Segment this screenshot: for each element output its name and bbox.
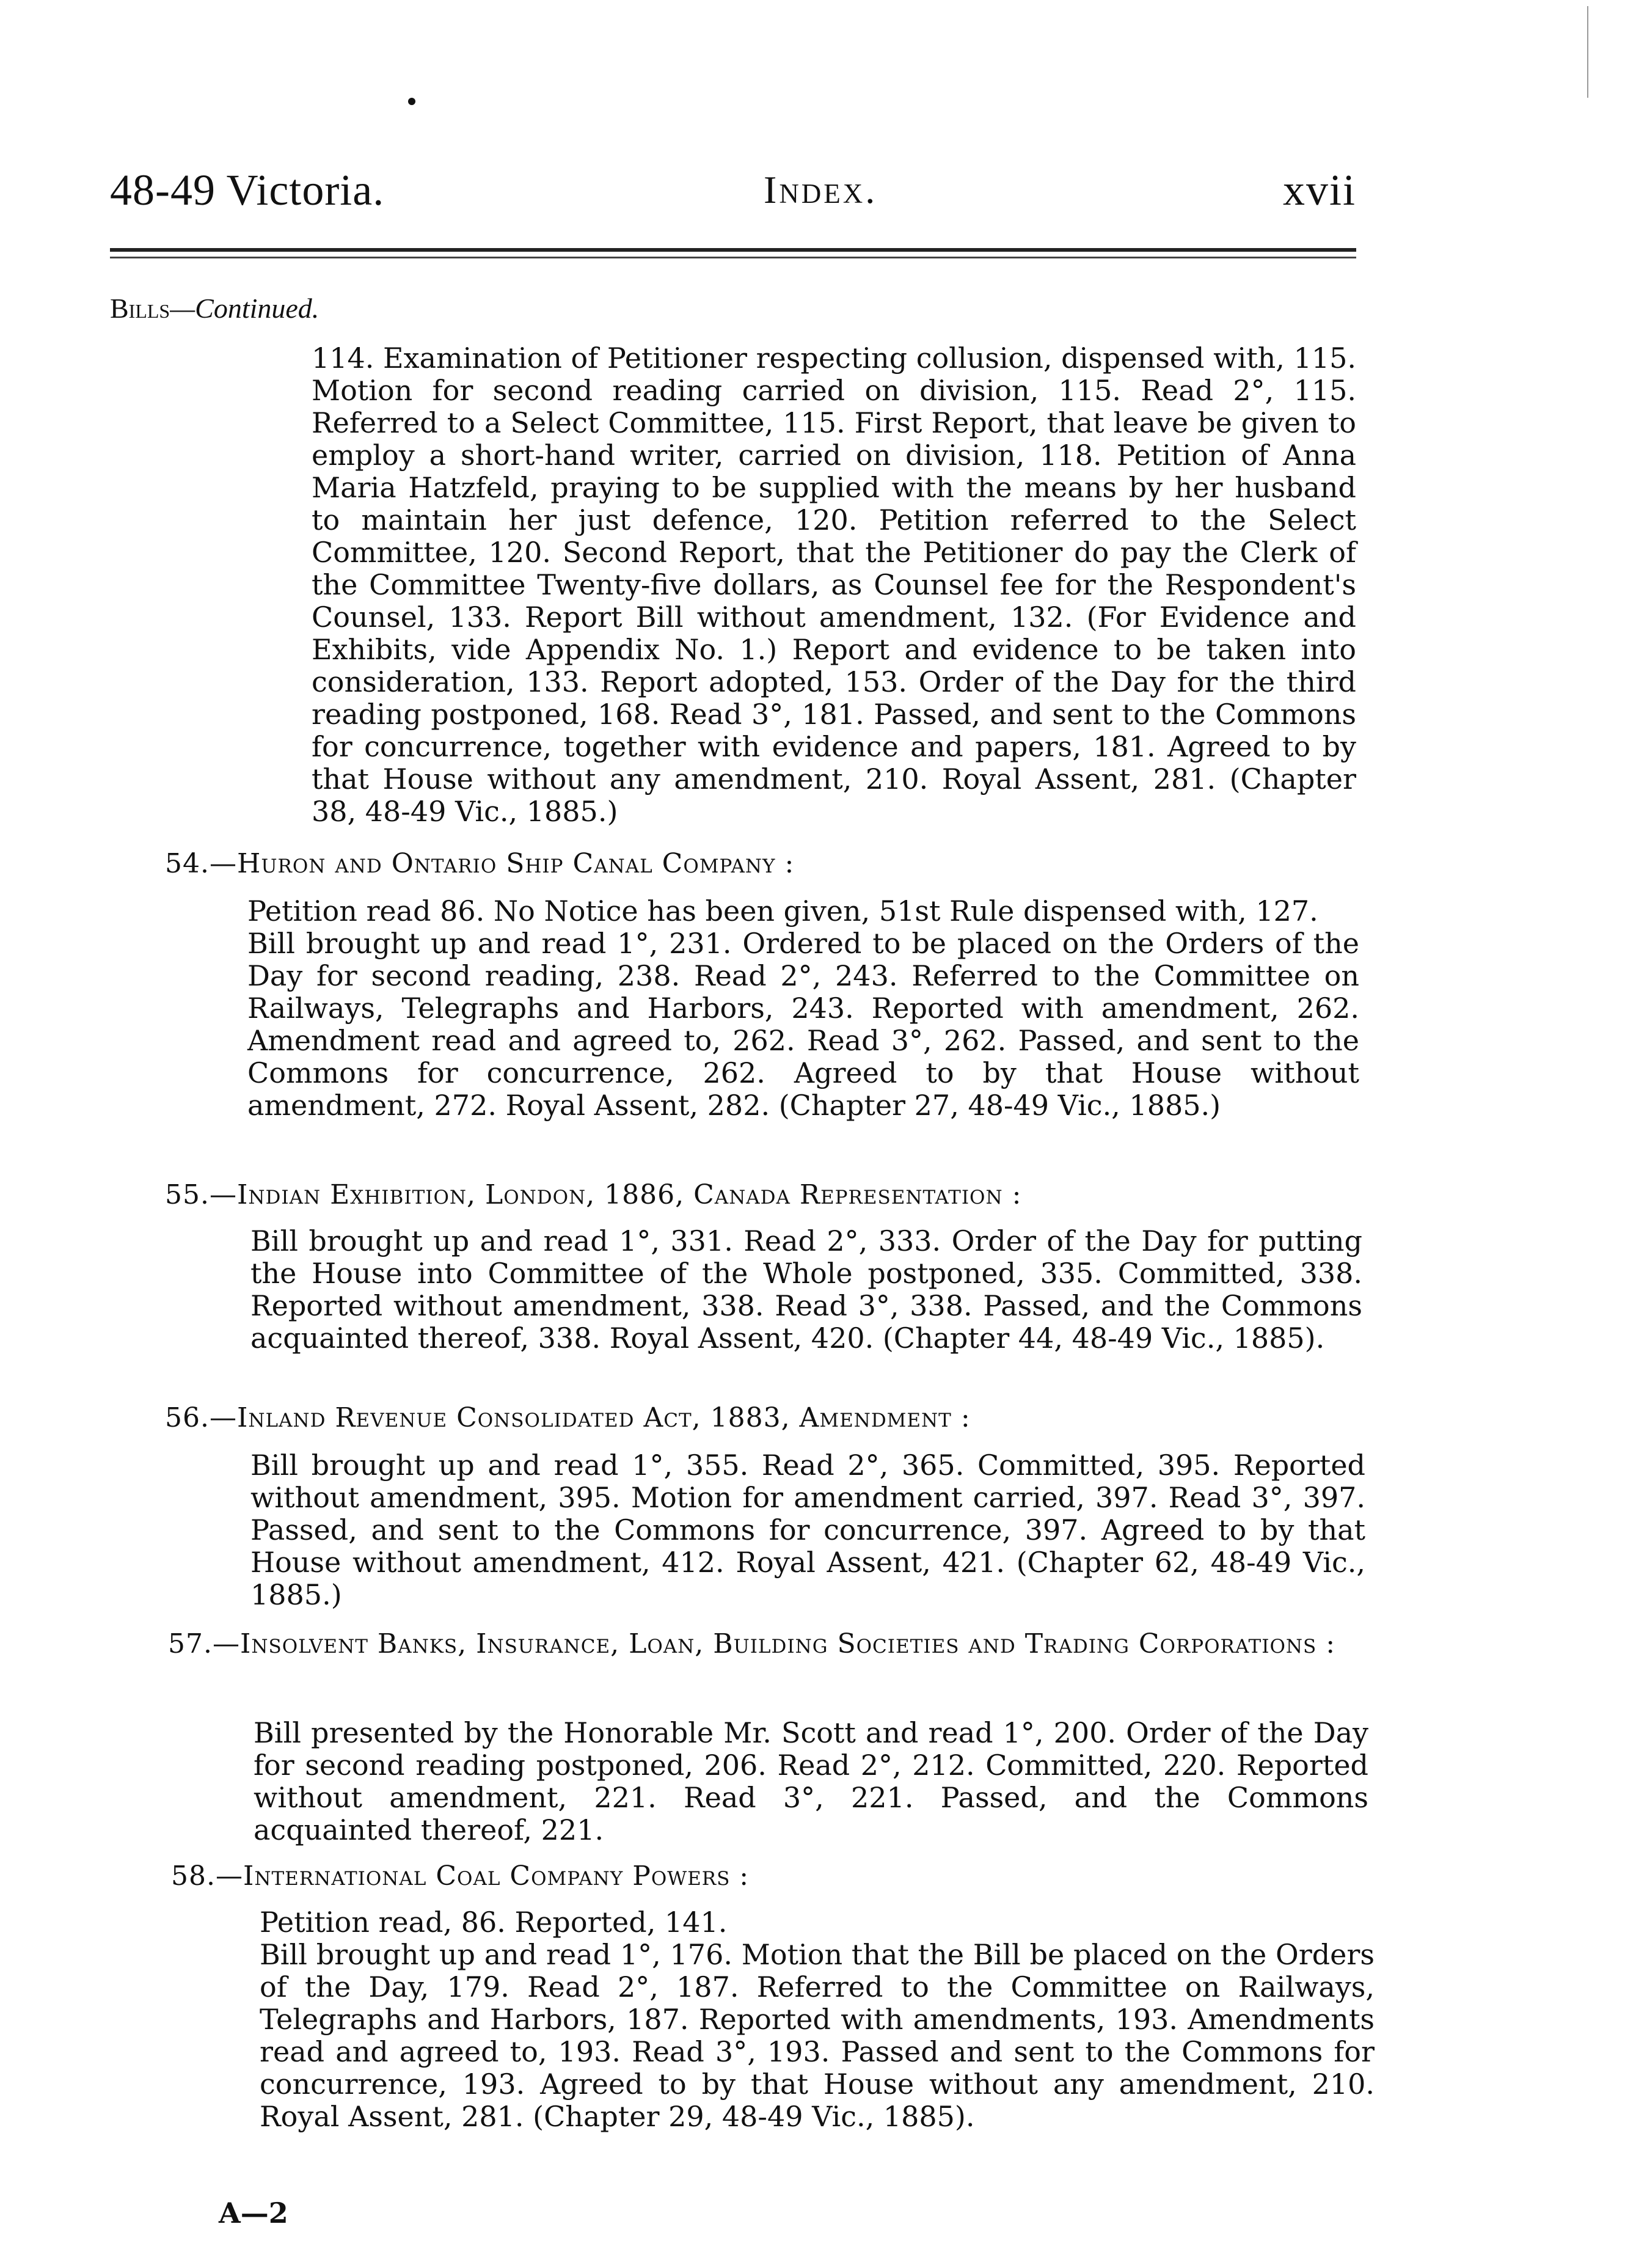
entry-heading: —Huron and Ontario Ship Canal Company : <box>209 848 795 879</box>
continuation-paragraph: 114. Examination of Petitioner respecting collusion, dispensed with, 115. Motion for second reading carried on division, 115. Read 2°, 115. Referred to a Select Committee, 115. First Report, that leave be given to employ a short-hand writer, carried on division, 118. Petition of Anna Maria Hatzfeld, praying to be supplied with the means by her husband to maintain her just defence, 120. Petition referred to the Select Committee, 120. Second Report, that the Petitioner do pay the Clerk of the Committee Twenty-five dollars, as Counsel fee for the Respondent's Counsel, 133. Report Bill without amendment, 132. (For Evidence and Exhibits, vide Appendix No. 1.) Report and evidence to be taken into consideration, 133. Report adopted, 153. Order of the Day for the third reading postponed, 168. Read 3°, 181. Passed, and sent to the Commons for concurrence, together with evidence and papers, 181. Agreed to by that House without any amendment, 210. Royal Assent, 281. (Chapter 38, 48-49 Vic., 1885.) <box>312 342 1356 828</box>
entry-paragraph: Bill brought up and read 1°, 176. Motion that the Bill be placed on the Orders of the Day, 179. Read 2°, 187. Referred to the Committee on Railways, Telegraphs and Harbors, 187. Reported with amendments, 193. Amendments read and agreed to, 193. Read 3°, 193. Passed and sent to the Commons for concurrence, 193. Agreed to by that House without any amendment, 210. Royal Assent, 281. (Chapter 29, 48-49 Vic., 1885). <box>260 1938 1375 2133</box>
section-heading <box>110 292 319 324</box>
entry-number: 57. <box>168 1628 213 1659</box>
entry-number: 58. <box>171 1860 216 1892</box>
running-header <box>110 165 1356 220</box>
entry-number: 55. <box>165 1179 210 1210</box>
header-session: 48-49 Victoria. <box>110 166 385 214</box>
entry-paragraph: Petition read 86. No Notice has been given, 51st Rule dispensed with, 127. <box>247 894 1318 927</box>
entry-heading: —Inland Revenue Consolidated Act, 1883, Amendment : <box>209 1402 971 1433</box>
entry-paragraph: Bill brought up and read 1°, 331. Read 2°, 333. Order of the Day for putting the House into Committee of the Whole postponed, 335. Committed, 338. Reported without amendment, 338. Read 3°, 338. Passed, and the Commons acquainted thereof, 338. Royal Assent, 420. (Chapter 44, 48-49 Vic., 1885). <box>250 1224 1362 1355</box>
entry-paragraph: Bill brought up and read 1°, 355. Read 2°, 365. Committed, 395. Reported without amendment, 395. Motion for amendment carried, 397. Read 3°, 397. Passed, and sent to the Commons for concurrence, 397. Agreed to by that House without amendment, 412. Royal Assent, 421. (Chapter 62, 48-49 Vic., 1885.) <box>250 1449 1365 1611</box>
section-continued: —Continued. <box>170 293 320 324</box>
entry-heading: —Indian Exhibition, London, 1886, Canada Representation : <box>209 1179 1022 1210</box>
entry-heading: —International Coal Company Powers : <box>215 1860 750 1892</box>
ink-dot <box>408 98 415 105</box>
entry-paragraph: Bill brought up and read 1°, 231. Ordered to be placed on the Orders of the Day for second reading, 238. Read 2°, 243. Referred to the Committee on Railways, Telegraphs and Harbors, 243. Reported with amendment, 262. Amendment read and agreed to, 262. Read 3°, 262. Passed, and sent to the Commons for concurrence, 262. Agreed to by that House without amendment, 272. Royal Assent, 282. (Chapter 27, 48-49 Vic., 1885.) <box>247 927 1359 1122</box>
section-title: Bills <box>110 293 170 324</box>
entry-title <box>171 1860 749 1892</box>
header-index-label: Index. <box>764 168 878 211</box>
entry-title <box>165 848 794 879</box>
entry-number: 56. <box>165 1402 210 1433</box>
header-page-number: xvii <box>1282 166 1356 214</box>
entry-paragraph: Bill presented by the Honorable Mr. Scott and read 1°, 200. Order of the Day for second reading postponed, 206. Read 2°, 212. Committed, 220. Reported without amendment, 221. Read 3°, 221. Passed, and the Commons acquainted thereof, 221. <box>254 1716 1368 1846</box>
entry-number: 54. <box>165 848 210 879</box>
entry-title <box>168 1628 1359 1660</box>
entry-heading: —Insolvent Banks, Insurance, Loan, Building Societies and Trading Corporations : <box>212 1628 1336 1659</box>
entry-title <box>165 1402 971 1433</box>
entry-paragraph: Petition read, 86. Reported, 141. <box>260 1906 728 1939</box>
scan-edge-mark <box>1587 6 1588 98</box>
signature-mark: A—2 <box>219 2197 288 2230</box>
header-rule-thick <box>110 248 1356 252</box>
header-rule-thin <box>110 257 1356 258</box>
entry-title <box>165 1179 1021 1210</box>
